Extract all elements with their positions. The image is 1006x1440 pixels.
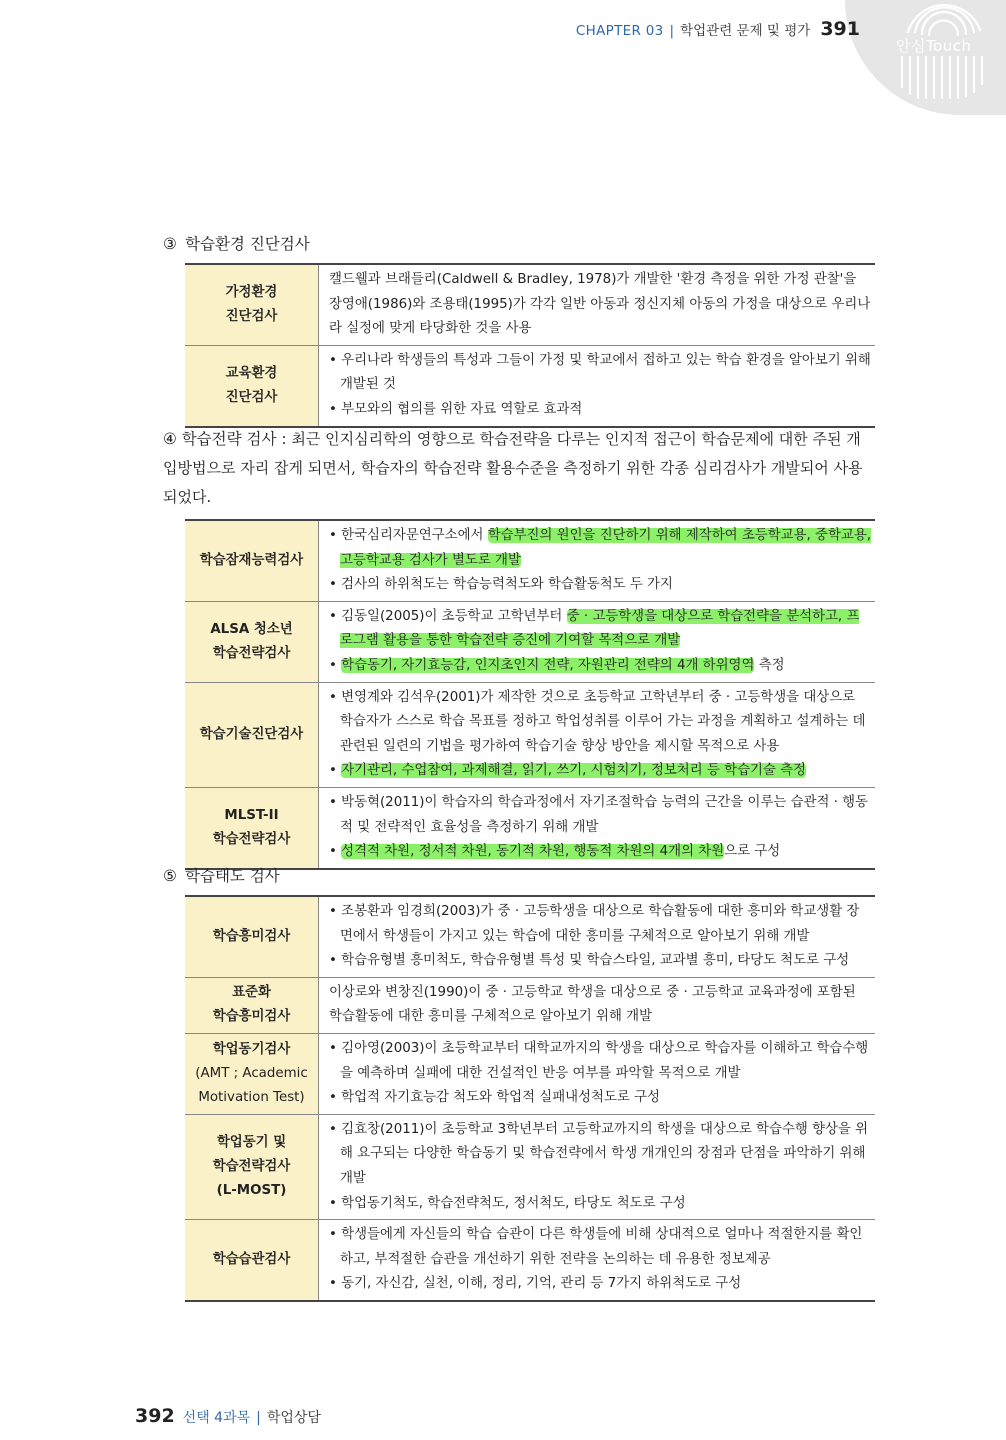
bullet-item [329,654,871,679]
row-header-line: MLST-II [224,807,279,823]
row-header-line: 학습기술진단검사 [199,726,304,742]
highlighted-text: 자기관리, 수업참여, 과제해결, 읽기, 쓰기, 시험치기, 정보처리 등 학습기술 측정 [341,763,806,779]
bullet-item: • 조봉환과 임경희(2003)가 중 · 고등학생을 대상으로 학습활동에 대한 흥미와 학교생활 장면에서 학생들이 가지고 있는 학습에 대한 흥미를 구체적으로 알아보기 위해 개발 [329,900,871,949]
header-separator: | [669,23,675,39]
section-number: ⑤ [163,867,177,885]
row-content [319,896,876,977]
table-row [185,1114,875,1219]
badge-label: 안심Touch [896,37,972,55]
row-header [185,787,319,868]
row-header [185,1033,319,1114]
table-row [185,264,875,345]
bullet-text: 으로 구성 [724,844,781,860]
row-header-line: 학습흥미검사 [212,1009,291,1025]
row-header-line: (L-MOST) [216,1182,287,1198]
row-content [319,345,876,426]
row-content [319,1114,876,1219]
row-header [185,345,319,426]
footer-subject: 학업상담 [266,1410,321,1426]
footer-section: 선택 4과목 [182,1410,251,1426]
section-text: 최근 인지심리학의 영향으로 학습전략을 다루는 인지적 접근이 학습문제에 대한 주된 개입방법으로 자리 잡게 되면서, 학습자의 학습전략 활용수준을 측정하기 위한 각종 심리검사가 개발되어 사용되었다. [163,430,863,506]
row-header-line: 진단검사 [225,308,278,324]
bullet-item: • 부모와의 협의를 위한 자료 역할로 효과적 [329,398,871,423]
page-footer [135,1405,321,1427]
row-header-line: 학습전략검사 [212,1158,291,1174]
bullet-item: • 우리나라 학생들의 특성과 그들이 가정 및 학교에서 접하고 있는 학습 환경을 알아보기 위해 개발된 것 [329,349,871,398]
bullet-item: • 김아영(2003)이 초등학교부터 대학교까지의 학생을 대상으로 학습자를 이해하고 학습수행을 예측하며 실패에 대한 건설적인 반응 여부를 파악할 목적으로 개발 [329,1037,871,1086]
bullet-item [329,524,871,573]
highlighted-text: 학습부진의 원인을 진단하기 위해 제작하여 초등학교용, 중학교용, 고등학교용 검사가 별도로 개발 [340,528,872,568]
row-header-line: 학업동기 및 [216,1134,287,1150]
section-title: 학습환경 진단검사 [185,235,310,253]
row-content [319,601,876,682]
highlighted-text: 학습동기, 자기효능감, 인지초인지 전략, 자원관리 전략의 4개 하위영역 [341,657,755,673]
table-row [185,1033,875,1114]
highlighted-text: 중 · 고등학생을 대상으로 학습전략을 분석하고, 프로그램 활용을 통한 학습전략 증진에 기여할 목적으로 개발 [340,608,860,649]
footer-separator: | [256,1410,261,1426]
bullet-item: • 변영계와 김석우(2001)가 제작한 것으로 초등학교 고학년부터 중 · 고등학생을 대상으로 학습자가 스스로 학습 목표를 정하고 학업성취를 이루어 가는 과정을 계획하고 설계하는 데 관련된 일련의 기법을 평가하여 학습기술 향상 방안을 제시할 목적으로 사용 [329,686,871,760]
row-content [319,787,876,868]
row-header [185,682,319,787]
table-row [185,787,875,868]
row-header-line: 학습잠재능력검사 [199,552,304,568]
table-row [185,520,875,601]
row-header-line: (AMT ; Academic [195,1065,308,1081]
row-header-line: 가정환경 [225,284,278,300]
table-row [185,601,875,682]
row-header-line: 진단검사 [225,389,278,405]
row-header-line: 학습습관검사 [212,1252,291,1268]
bullet-item: • 학업동기척도, 학습전략척도, 정서척도, 타당도 척도로 구성 [329,1192,871,1217]
bullet-text: 측정 [754,657,785,673]
row-header [185,977,319,1033]
chapter-title: 학업관련 문제 및 평가 [680,23,811,39]
bullet-item [329,605,871,654]
bullet-item: • 김효창(2011)이 초등학교 3학년부터 고등학교까지의 학생을 대상으로 학습수행 향상을 위해 요구되는 다양한 학습동기 및 학습전략에서 학생 개개인의 장점과 단점을 파악하기 위해 개발 [329,1118,871,1192]
row-header [185,264,319,345]
chapter-label: CHAPTER 03 [575,23,664,39]
table-row [185,682,875,787]
bullet-text: 한국심리자문연구소에서 [341,528,488,543]
section-title: 학습태도 검사 [185,867,280,885]
bullet-item: • 학습유형별 흥미척도, 학습유형별 특성 및 학습스타일, 교과별 흥미, 타당도 척도로 구성 [329,949,871,974]
row-header-line: ALSA 청소년 [210,621,293,637]
row-header [185,1220,319,1301]
section-number: ③ [163,235,177,253]
page-header [576,18,860,40]
row-content: 이상로와 변창진(1990)이 중 · 고등학교 학생을 대상으로 중 · 고등학교 교육과정에 포함된 학습활동에 대한 흥미를 구체적으로 알아보기 위해 개발 [319,977,876,1033]
table-learning-environment [185,263,875,428]
highlighted-text: 성격적 차원, 정서적 차원, 동기적 차원, 행동적 차원의 4개의 차원 [341,844,725,860]
row-header-line: 교육환경 [225,365,278,381]
table-row [185,345,875,426]
bullet-item: • 학업적 자기효능감 척도와 학업적 실패내성척도로 구성 [329,1086,871,1111]
bullet-item [329,840,871,865]
row-header [185,1114,319,1219]
row-header-line: Motivation Test) [198,1089,305,1105]
bullet-item: • 박동혁(2011)이 학습자의 학습과정에서 자기조절학습 능력의 근간을 이루는 습관적 · 행동적 및 전략적인 효율성을 측정하기 위해 개발 [329,791,871,840]
row-content [319,1220,876,1301]
row-header-line: 학습전략검사 [212,831,291,847]
section-5-heading [163,864,280,886]
row-header-line: 학업동기검사 [212,1041,291,1057]
table-row [185,1220,875,1301]
table-learning-strategy [185,519,875,870]
table-row [185,896,875,977]
row-header-line: 표준화 [232,985,271,1001]
section-number: ④ [163,430,177,448]
section-title: 학습전략 검사 : [181,430,287,448]
bullet-item: • 동기, 자신감, 실천, 이해, 정리, 기억, 관리 등 7가지 하위척도로 구성 [329,1272,871,1297]
row-content [319,682,876,787]
row-header [185,896,319,977]
footer-page-number: 392 [135,1405,175,1427]
bullet-item [329,759,871,784]
bullet-item: • 검사의 하위척도는 학습능력척도와 학습활동척도 두 가지 [329,573,871,598]
section-4-paragraph [163,425,875,512]
table-row [185,977,875,1033]
row-content [319,520,876,601]
section-3-heading [163,232,310,254]
bullet-item: • 학생들에게 자신들의 학습 습관이 다른 학생들에 비해 상대적으로 얼마나 적절한지를 확인하고, 부적절한 습관을 개선하기 위한 전략을 논의하는 데 유용한 정보제공 [329,1223,871,1272]
row-header-line: 학습흥미검사 [212,928,291,944]
row-content [319,1033,876,1114]
row-header-line: 학습전략검사 [212,645,291,661]
table-learning-attitude [185,895,875,1302]
page-number: 391 [820,18,860,40]
bullet-text: 김동일(2005)이 초등학교 고학년부터 [341,608,567,624]
row-header [185,520,319,601]
row-content: 캘드웰과 브래들리(Caldwell & Bradley, 1978)가 개발한 '환경 측정을 위한 가정 관찰'을 장영애(1986)와 조용태(1995)가 각각 일반 아동과 정신지체 아동의 가정을 대상으로 우리나라 실정에 맞게 타당화한 것을 사용 [329,272,871,337]
row-header [185,601,319,682]
